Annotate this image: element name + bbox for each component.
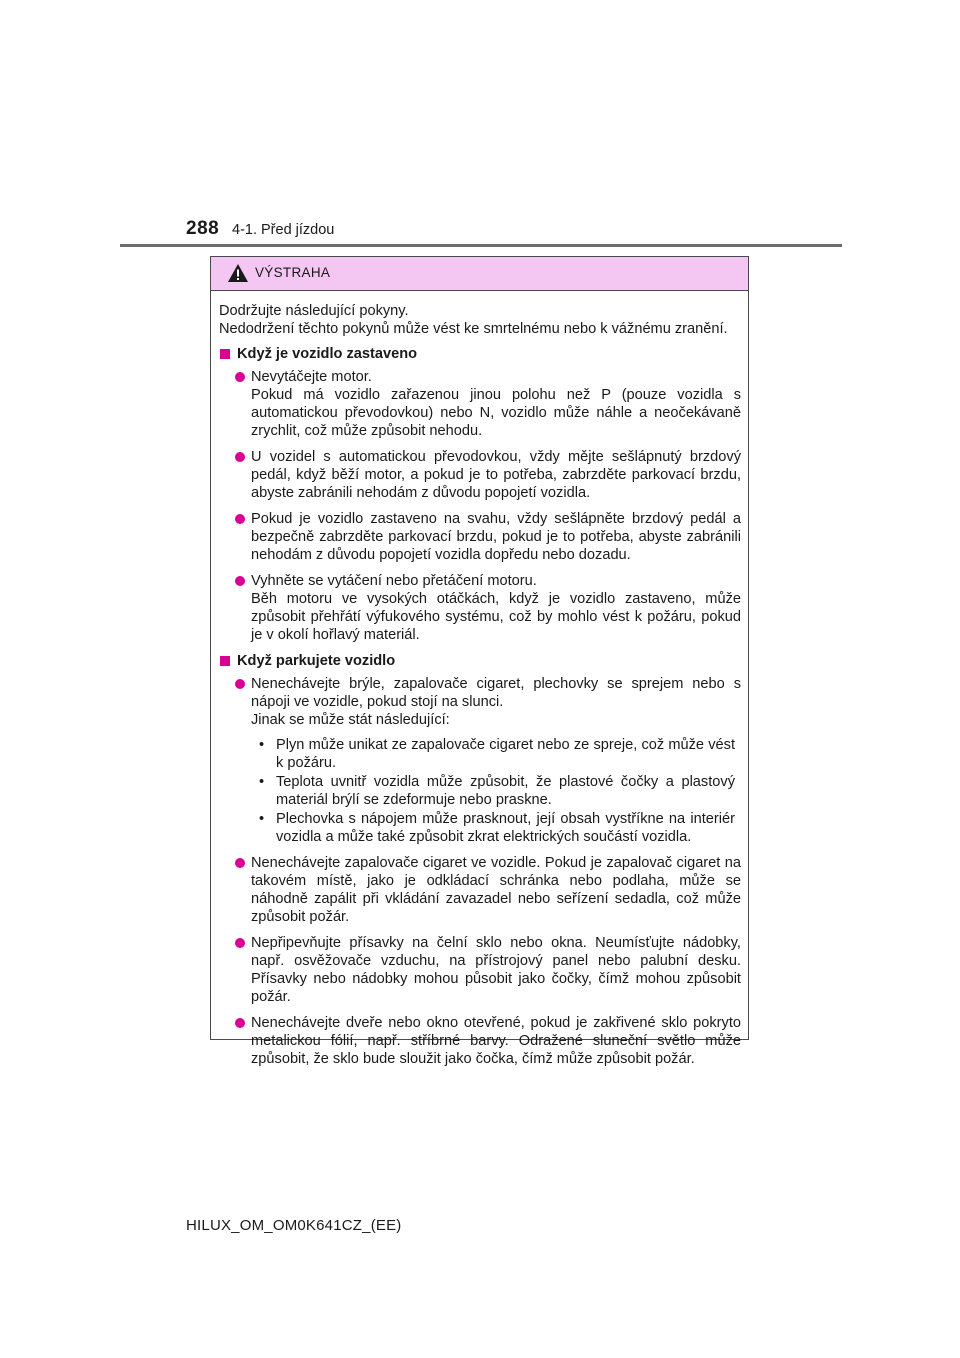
footer-doc-code: HILUX_OM_OM0K641CZ_(EE) bbox=[186, 1217, 402, 1234]
item-paragraph: Pokud má vozidlo zařazenou jinou polohu než P (pouze vozidla s automatickou převodovkou) nebo N, vozidlo může náhle a neočekávaně zrychlit, což může způsobit nehodu. bbox=[251, 387, 741, 439]
warning-label: VÝSTRAHA bbox=[255, 265, 331, 280]
item-paragraph: Nevytáčejte motor. bbox=[251, 369, 372, 385]
warning-box bbox=[210, 256, 749, 1067]
sub-list-item bbox=[251, 773, 741, 809]
circle-bullet-icon bbox=[235, 938, 245, 948]
list-item bbox=[219, 448, 741, 502]
dot-bullet-icon: • bbox=[259, 811, 265, 827]
circle-bullet-icon bbox=[235, 372, 245, 382]
circle-bullet-icon bbox=[235, 1018, 245, 1028]
intro-line: Dodržujte následující pokyny. bbox=[219, 303, 409, 319]
item-paragraph: Vyhněte se vytáčení nebo přetáčení motoru. bbox=[251, 573, 537, 589]
item-paragraph: Nepřipevňujte přísavky na čelní sklo nebo okna. Neumísťujte nádobky, např. osvěžovače vzduchu, na přístrojový panel nebo palubní desku. Přísavky nebo nádobky mohou působit jako čočky, čímž mohou způsobit požár. bbox=[251, 935, 741, 1005]
intro-line: Nedodržení těchto pokynů může vést ke smrtelnému nebo k vážnému zranění. bbox=[219, 321, 728, 337]
section-heading-text: Když je vozidlo zastaveno bbox=[237, 346, 418, 362]
circle-bullet-icon bbox=[235, 576, 245, 586]
dot-bullet-icon: • bbox=[259, 774, 265, 790]
section-heading bbox=[219, 652, 741, 670]
list-item bbox=[219, 572, 741, 644]
circle-bullet-icon bbox=[235, 858, 245, 868]
section-title: 4-1. Před jízdou bbox=[232, 222, 335, 238]
dot-bullet-icon: • bbox=[259, 737, 265, 753]
list-item bbox=[219, 1014, 741, 1068]
section-heading bbox=[219, 345, 741, 363]
circle-bullet-icon bbox=[235, 679, 245, 689]
item-paragraph: U vozidel s automatickou převodovkou, vždy mějte sešlápnutý brzdový pedál, když běží motor, a pokud je to potřeba, zabrzděte parkovací brzdu, abyste zabránili nehodám z důvodu popojetí vozidla. bbox=[251, 449, 741, 501]
list-item bbox=[219, 675, 741, 846]
section-vehicle-stopped bbox=[219, 345, 741, 644]
sub-list-item bbox=[251, 736, 741, 772]
sub-item-text: Plyn může unikat ze zapalovače cigaret nebo ze spreje, což může vést k požáru. bbox=[276, 737, 735, 771]
circle-bullet-icon bbox=[235, 452, 245, 462]
list-item bbox=[219, 934, 741, 1006]
section-parking bbox=[219, 652, 741, 1068]
list-item bbox=[219, 510, 741, 564]
list-item bbox=[219, 368, 741, 440]
sub-list-item bbox=[251, 810, 741, 846]
item-paragraph: Nenechávejte zapalovače cigaret ve vozidle. Pokud je zapalovač cigaret na takovém místě, jako je odkládací schránka nebo podlaha, může se náhodně zapálit při vkládání zavazadel nebo seřízení sedadla, což může způsobit požár. bbox=[251, 855, 741, 925]
item-paragraph: Nenechávejte dveře nebo okno otevřené, pokud je zakřivené sklo pokryto metalickou fólií, např. stříbrné barvy. Odražené sluneční světlo může způsobit, že sklo bude sloužit jako čočka, čímž může způsobit požár. bbox=[251, 1015, 741, 1067]
warning-body bbox=[211, 291, 748, 1068]
circle-bullet-icon bbox=[235, 514, 245, 524]
sub-item-text: Plechovka s nápojem může prasknout, její obsah vystříkne na interiér vozidla a může také způsobit zkrat elektrických součástí vozidla. bbox=[276, 811, 735, 845]
warning-intro bbox=[219, 302, 741, 338]
list-item bbox=[219, 854, 741, 926]
item-paragraph: Pokud je vozidlo zastaveno na svahu, vždy sešlápněte brzdový pedál a bezpečně zabrzděte parkovací brzdu, pokud je to potřeba, abyste zabránili nehodám z důvodu popojetí vozidla dopředu nebo dozadu. bbox=[251, 511, 741, 563]
section-heading-text: Když parkujete vozidlo bbox=[237, 653, 396, 669]
header-rule bbox=[120, 244, 842, 247]
warning-triangle-icon bbox=[227, 263, 249, 288]
warning-header bbox=[211, 257, 748, 291]
item-paragraph: Jinak se může stát následující: bbox=[251, 712, 450, 728]
square-bullet-icon bbox=[220, 656, 230, 666]
square-bullet-icon bbox=[220, 349, 230, 359]
sub-item-text: Teplota uvnitř vozidla může způsobit, že plastové čočky a plastový materiál brýlí se zdeformuje nebo praskne. bbox=[276, 774, 735, 808]
item-paragraph: Nenechávejte brýle, zapalovače cigaret, plechovky se sprejem nebo s nápoji ve vozidle, pokud stojí na slunci. bbox=[251, 676, 741, 710]
page-number: 288 bbox=[186, 218, 220, 239]
sub-list bbox=[251, 736, 741, 846]
item-paragraph: Běh motoru ve vysokých otáčkách, když je vozidlo zastaveno, může způsobit přehřátí výfukového systému, což by mohlo vést k požáru, pokud je v okolí hořlavý materiál. bbox=[251, 591, 741, 643]
